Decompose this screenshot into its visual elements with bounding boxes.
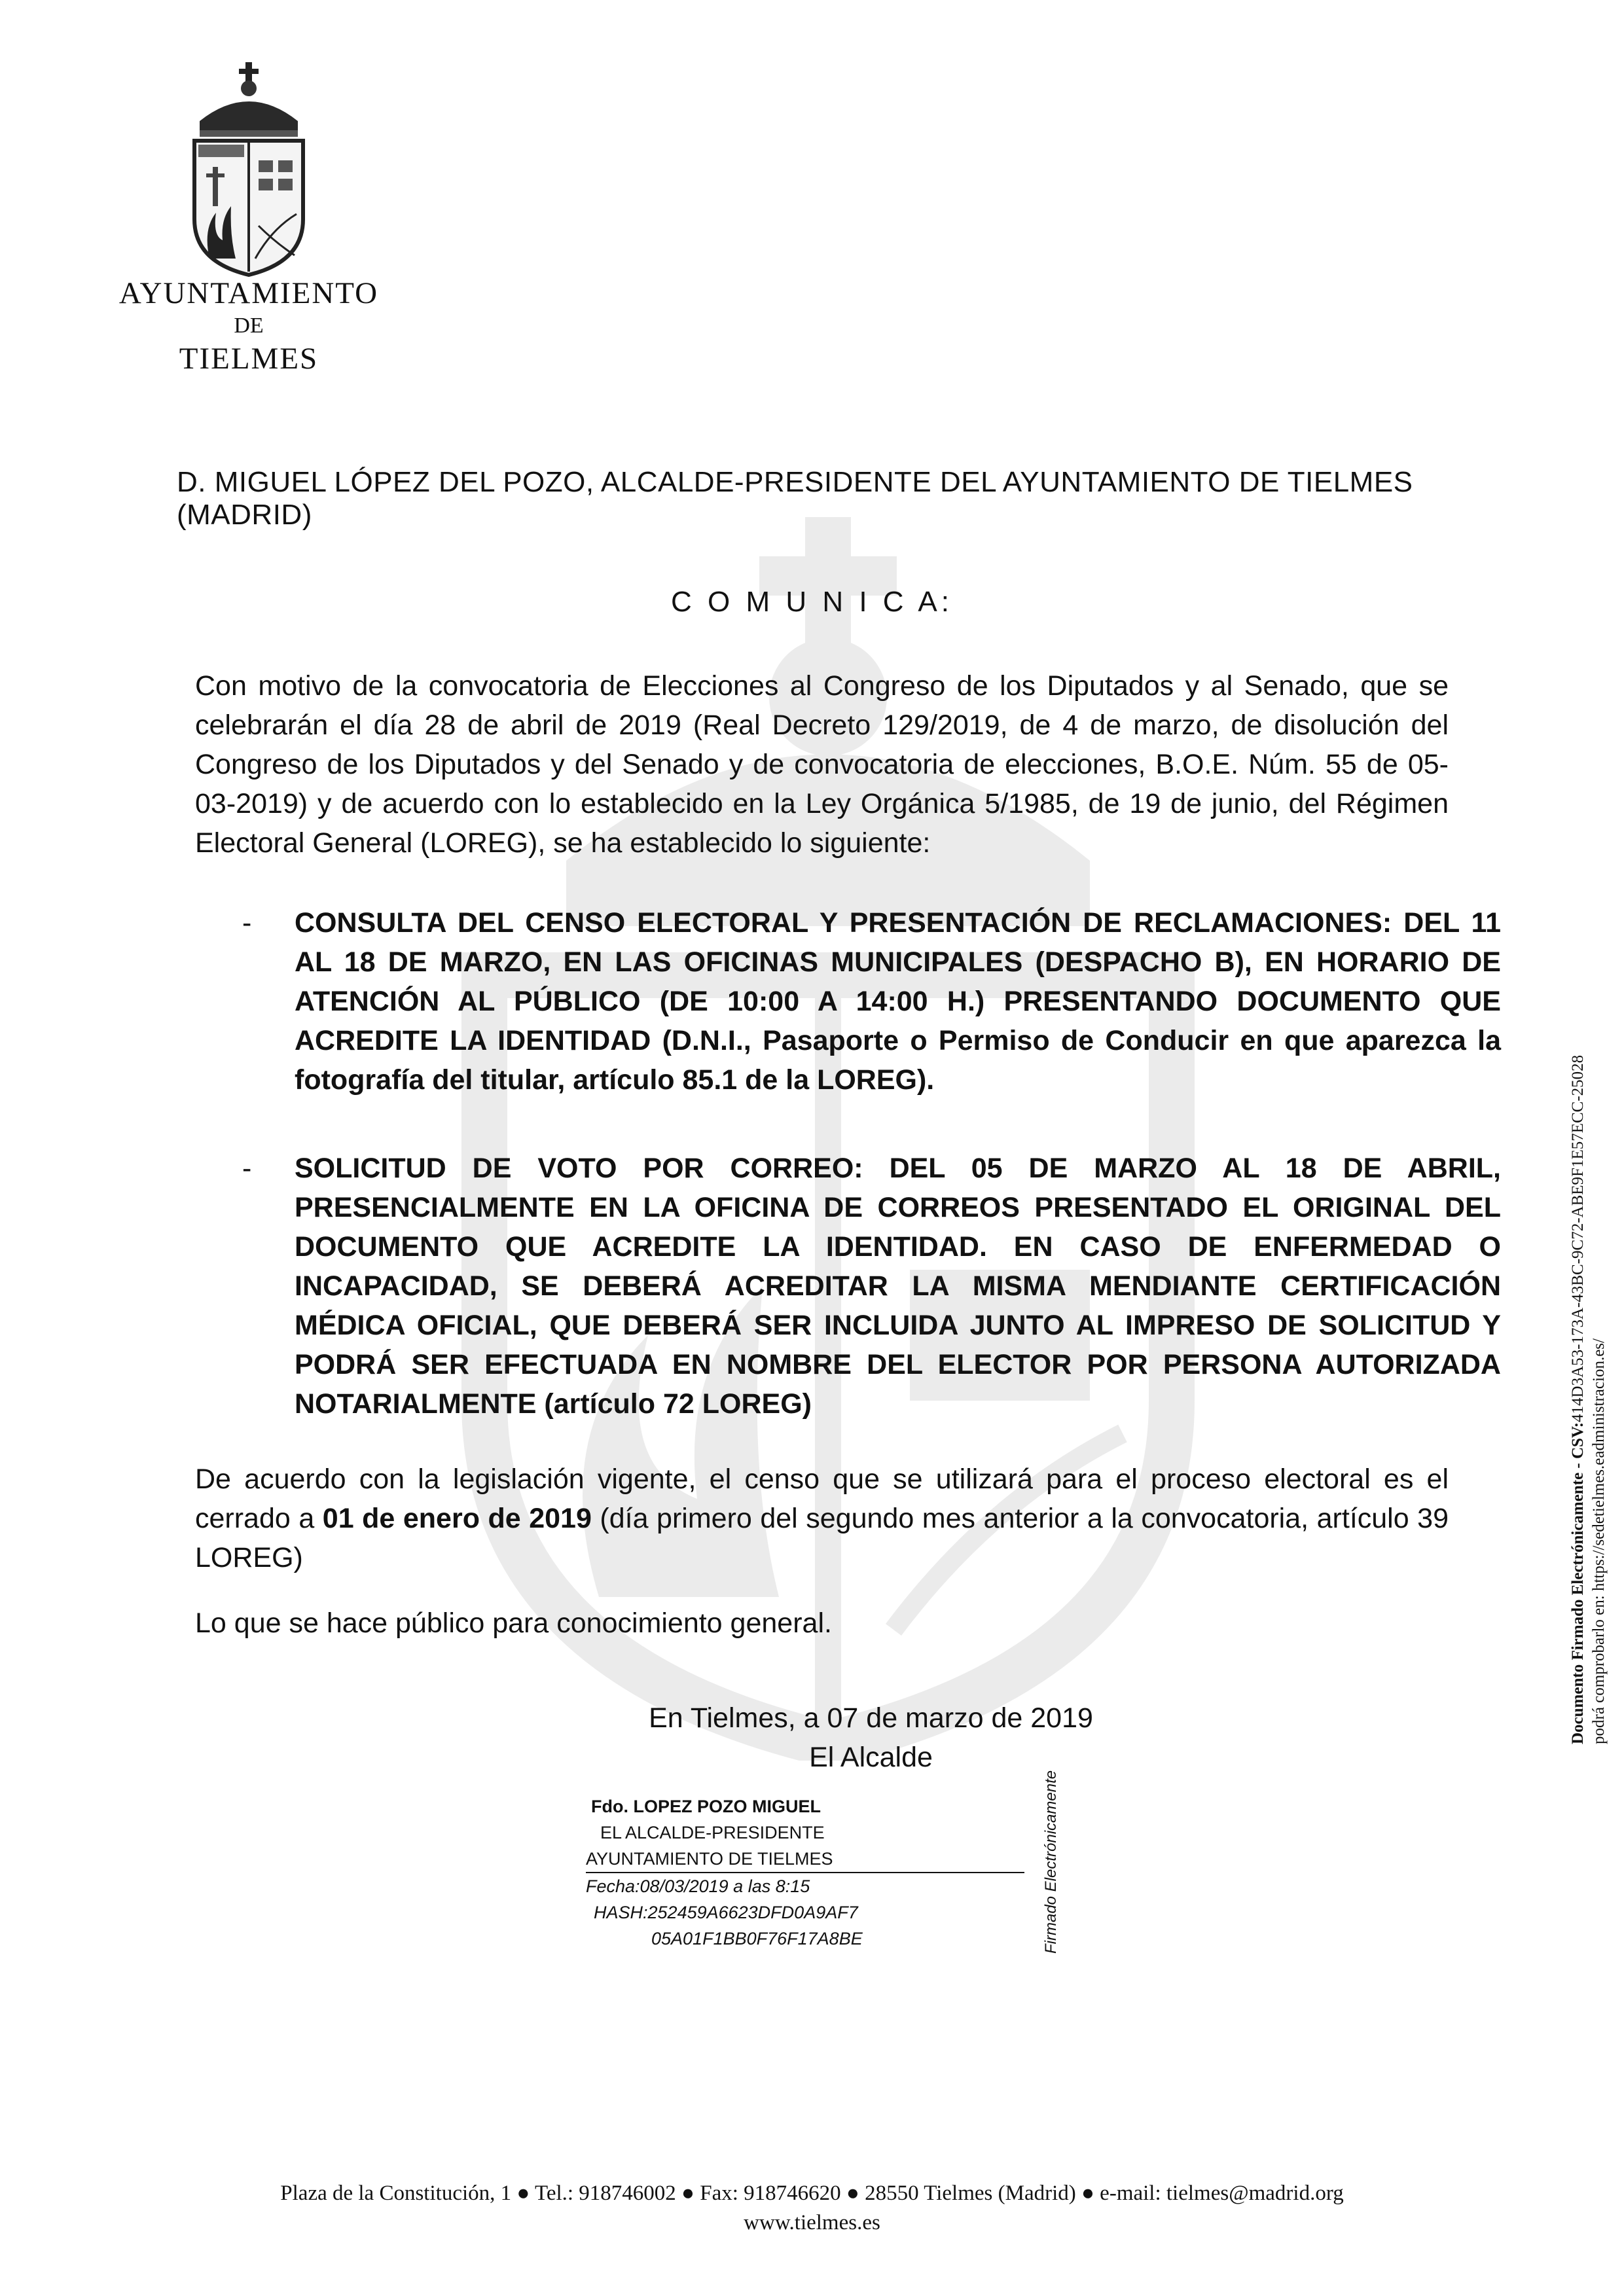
footer-website: www.tielmes.es xyxy=(744,2211,880,2234)
signature-vertical-label: Firmado Electrónicamente xyxy=(1042,1770,1060,1954)
org-line-1: AYUNTAMIENTO xyxy=(118,276,379,310)
signature-org: AYUNTAMIENTO DE TIELMES xyxy=(586,1846,1024,1873)
census-date: 01 de enero de 2019 xyxy=(322,1503,592,1534)
list-item xyxy=(242,1149,1501,1424)
list-item xyxy=(242,903,1501,1100)
csv-line xyxy=(1568,893,1589,1744)
document-heading: D. MIGUEL LÓPEZ DEL POZO, ALCALDE-PRESIDENTE DEL AYUNTAMIENTO DE TIELMES (MADRID) xyxy=(177,466,1413,531)
org-line-2: DE xyxy=(234,314,264,338)
signature-name: Fdo. LOPEZ POZO MIGUEL xyxy=(591,1797,821,1816)
intro-paragraph: Con motivo de la convocatoria de Elecciones al Congreso de los Diputados y al Senado, que se celebrarán el día 28 de abril de 2019 (Real Decreto 129/2019, de 4 de marzo, de disolución del Congreso de los Diputados y del Senado y de convocatoria de elecciones, B.O.E. Núm. 55 de 05-03-2019) y de acuerdo con lo establecido en la Ley Orgánica 5/1985, de 19 de junio, del Régimen Electoral General (LOREG), se ha establecido lo siguiente: xyxy=(195,670,1449,859)
coat-of-arms-logo xyxy=(187,62,311,278)
census-text-after: (día primero del segundo mes anterior a la convocatoria, artículo 39 LOREG) xyxy=(195,1503,1449,1573)
csv-side-note xyxy=(1568,893,1610,1744)
electronic-signature-block xyxy=(586,1793,1031,1952)
list-item-text: CONSULTA DEL CENSO ELECTORAL Y PRESENTACIÓN DE RECLAMACIONES: DEL 11 AL 18 DE MARZO, EN LAS OFICINAS MUNICIPALES (DESPACHO B), EN HORARIO DE ATENCIÓN AL PÚBLICO (DE 10:00 A 14:00 H.) PRESENTANDO DOCUMENTO QUE ACREDITE LA IDENTIDAD (D.N.I., Pasaporte o Permiso de Conducir en que aparezca la fotografía del titular, artículo 85.1 de la LOREG). xyxy=(295,907,1501,1096)
signature-hash-1: HASH:252459A6623DFD0A9AF7 xyxy=(594,1903,858,1922)
signature-date: Fecha:08/03/2019 a las 8:15 xyxy=(586,1876,810,1896)
list-dash: - xyxy=(242,1153,252,1184)
csv-code: 414D3A53-173A-43BC-9C72-ABE9F1E57ECC-25028 xyxy=(1569,1054,1587,1422)
public-notice: Lo que se hace público para conocimiento general. xyxy=(195,1607,832,1639)
signature-hash-2: 05A01F1BB0F76F17A8BE xyxy=(651,1929,863,1948)
signatory-role: El Alcalde xyxy=(809,1742,933,1773)
csv-verify-line: podrá comprobarlo en: https://sedetielmes.eadministracion.es/ xyxy=(1590,1338,1608,1744)
place-date: En Tielmes, a 07 de marzo de 2019 xyxy=(649,1702,1093,1734)
census-paragraph xyxy=(195,1460,1449,1577)
organization-name xyxy=(98,275,399,377)
census-text-before: De acuerdo con la legislación vigente, el censo que se utilizará para el proceso electoral es el cerrado a xyxy=(195,1463,1449,1534)
list-dash: - xyxy=(242,907,252,939)
org-line-3: TIELMES xyxy=(179,342,319,376)
signature-role: EL ALCALDE-PRESIDENTE xyxy=(600,1823,825,1842)
list-item-text: SOLICITUD DE VOTO POR CORREO: DEL 05 DE MARZO AL 18 DE ABRIL, PRESENCIALMENTE EN LA OFICINA DE CORREOS PRESENTADO EL ORIGINAL DEL DOCUMENTO QUE ACREDITE LA IDENTIDAD. EN CASO DE ENFERMEDAD O INCAPACIDAD, SE DEBERÁ ACREDITAR LA MISMA MENDIANTE CERTIFICACIÓN MÉDICA OFICIAL, QUE DEBERÁ SER INCLUIDA JUNTO AL IMPRESO DE SOLICITUD Y PODRÁ SER EFECTUADA EN NOMBRE DEL ELECTOR POR PERSONA AUTORIZADA NOTARIALMENTE (artículo 72 LOREG) xyxy=(295,1153,1501,1420)
comunica-title: C O M U N I C A: xyxy=(671,586,953,618)
footer-address: Plaza de la Constitución, 1 ● Tel.: 918746002 ● Fax: 918746620 ● 28550 Tielmes (Madrid) ● e-mail: tielmes@madrid.org xyxy=(280,2181,1344,2205)
csv-label: Documento Firmado Electrónicamente - CSV: xyxy=(1569,1422,1587,1744)
